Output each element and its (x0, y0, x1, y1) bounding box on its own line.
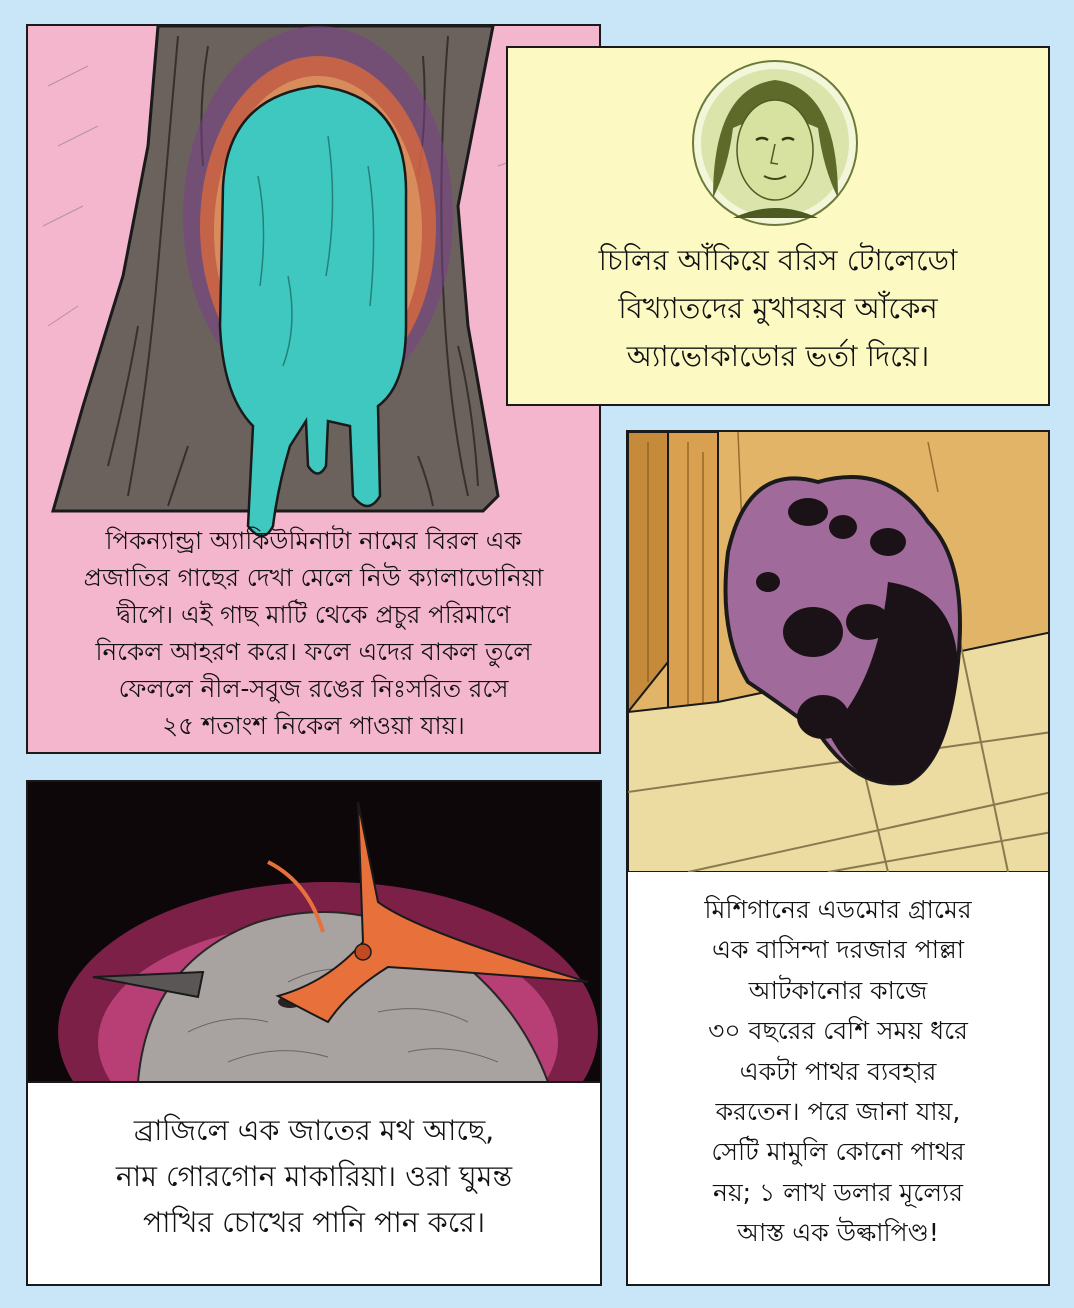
caption-line: অ্যাভোকাডোর ভর্তা দিয়ে। (626, 339, 930, 373)
caption-line: প্রজাতির গাছের দেখা মেলে নিউ ক্যালাডোনিয়া (83, 563, 544, 592)
tree-caption (38, 522, 589, 744)
caption-line: সেটি মামুলি কোনো পাথর (711, 1137, 965, 1167)
caption-line: ৩০ বছরের বেশি সময় ধরে (708, 1016, 968, 1046)
caption-line: চিলির আঁকিয়ে বরিস টোলেডো (598, 243, 958, 277)
avocado-panel (506, 46, 1050, 406)
caption-line: নিকেল আহরণ করে। ফলে এদের বাকল তুলে (95, 637, 532, 666)
caption-line: পিকন্যান্ড্রা অ্যাকিউমিনাটা নামের বিরল এক (105, 526, 522, 555)
caption-line: পাখির চোখের পানি পান করে। (142, 1206, 486, 1239)
caption-line: ব্রাজিলে এক জাতের মথ আছে, (133, 1114, 495, 1147)
caption-line: আস্ত এক উল্কাপিণ্ড! (737, 1218, 939, 1248)
caption-line: ২৫ শতাংশ নিকেল পাওয়া যায়। (162, 711, 465, 740)
caption-line: নাম গোরগোন মাকারিয়া। ওরা ঘুমন্ত (115, 1160, 513, 1193)
moth-caption (38, 1108, 590, 1246)
meteorite-panel (626, 430, 1050, 1286)
caption-line: বিখ্যাতদের মুখাবয়ব আঁকেন (618, 291, 938, 325)
caption-line: একটা পাথর ব্যবহার (739, 1056, 937, 1086)
caption-line: নয়; ১ লাখ ডলার মূল্যের (713, 1177, 963, 1207)
caption-line: মিশিগানের এডমোর গ্রামের (704, 895, 972, 924)
caption-line: দ্বীপে। এই গাছ মাটি থেকে প্রচুর পরিমাণে (116, 600, 511, 629)
moth-panel (26, 780, 602, 1286)
caption-line: এক বাসিন্দা দরজার পাল্লা (712, 935, 964, 965)
caption-line: ফেললে নীল-সবুজ রঙের নিঃসরিত রসে (118, 674, 509, 703)
avocado-caption (518, 236, 1038, 380)
caption-line: আটকানোর কাজে (748, 975, 928, 1005)
meteorite-caption (634, 890, 1042, 1254)
caption-line: করতেন। পরে জানা যায়, (715, 1097, 961, 1127)
